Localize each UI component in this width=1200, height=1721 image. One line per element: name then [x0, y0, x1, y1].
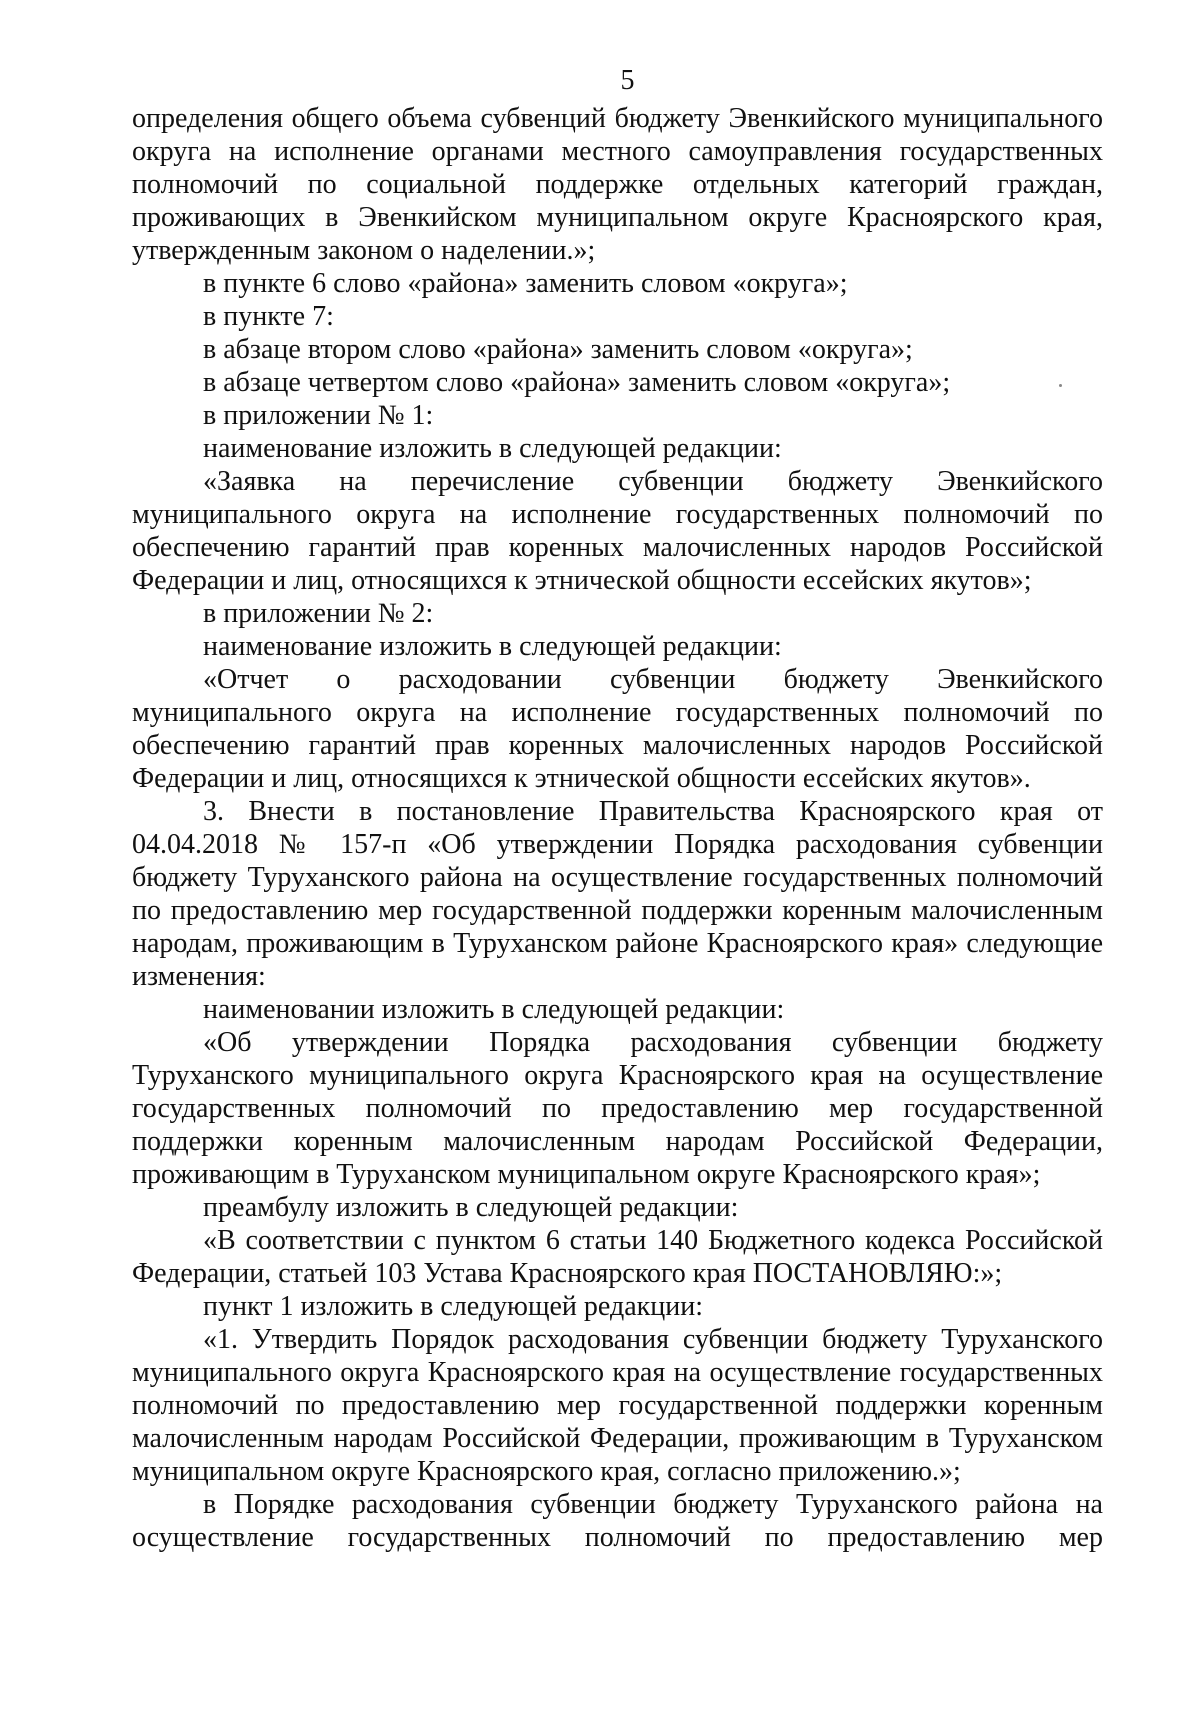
- paragraph: наименовании изложить в следующей редакции:: [203, 994, 785, 1025]
- paragraph: «1. Утвердить Порядок расходования субвенции бюджету Туруханского муниципального округа Красноярского края на осуществление государственных полномочий по предоставлению мер государственной поддержки коренным малочисленным народам Российской Федерации, проживающим в Туруханском муниципальном округе Красноярского края, согласно приложению.»;: [132, 1324, 1103, 1487]
- paragraph: в приложении № 2:: [203, 598, 434, 629]
- paragraph: преамбулу изложить в следующей редакции:: [203, 1192, 739, 1223]
- paragraph: в пункте 7:: [203, 301, 334, 332]
- paragraph: в пункте 6 слово «района» заменить словом «округа»;: [203, 268, 848, 299]
- paragraph: пункт 1 изложить в следующей редакции:: [203, 1291, 703, 1322]
- paragraph: наименование изложить в следующей редакции:: [203, 631, 782, 662]
- scan-artifact-dot: [1059, 384, 1062, 387]
- paragraph: определения общего объема субвенций бюджету Эвенкийского муниципального округа на исполнение органами местного самоуправления государственных полномочий по социальной поддержке отдельных категорий граждан, проживающих в Эвенкийском муниципальном округе Красноярского края, утвержденным законом о наделении.»;: [132, 103, 1103, 266]
- paragraph: «Отчет о расходовании субвенции бюджету Эвенкийского муниципального округа на исполнение государственных полномочий по обеспечению гарантий прав коренных малочисленных народов Российской Федерации и лиц, относящихся к этнической общности ессейских якутов».: [132, 664, 1103, 794]
- paragraph: в приложении № 1:: [203, 400, 434, 431]
- page-number: 5: [620, 65, 635, 96]
- document-body: [132, 102, 1103, 1554]
- paragraph: в абзаце втором слово «района» заменить словом «округа»;: [203, 334, 913, 365]
- paragraph: 3. Внести в постановление Правительства Красноярского края от 04.04.2018 № 157-п «Об утверждении Порядка расходования субвенции бюджету Туруханского района на осуществление государственных полномочий по предоставлению мер государственной поддержки коренным малочисленным народам, проживающим в Туруханском районе Красноярского края» следующие изменения:: [132, 796, 1103, 992]
- paragraph: наименование изложить в следующей редакции:: [203, 433, 782, 464]
- paragraph: «В соответствии с пунктом 6 статьи 140 Бюджетного кодекса Российской Федерации, статьей 103 Устава Красноярского края ПОСТАНОВЛЯЮ:»;: [132, 1225, 1103, 1289]
- paragraph: в абзаце четвертом слово «района» заменить словом «округа»;: [203, 367, 951, 398]
- paragraph: в Порядке расходования субвенции бюджету Туруханского района на осуществление государственных полномочий по предоставлению мер: [132, 1489, 1103, 1553]
- paragraph: «Об утверждении Порядка расходования субвенции бюджету Туруханского муниципального округа Красноярского края на осуществление государственных полномочий по предоставлению мер государственной поддержки коренным малочисленным народам Российской Федерации, проживающим в Туруханском муниципальном округе Красноярского края»;: [132, 1027, 1103, 1190]
- paragraph: «Заявка на перечисление субвенции бюджету Эвенкийского муниципального округа на исполнение государственных полномочий по обеспечению гарантий прав коренных малочисленных народов Российской Федерации и лиц, относящихся к этнической общности ессейских якутов»;: [132, 466, 1103, 596]
